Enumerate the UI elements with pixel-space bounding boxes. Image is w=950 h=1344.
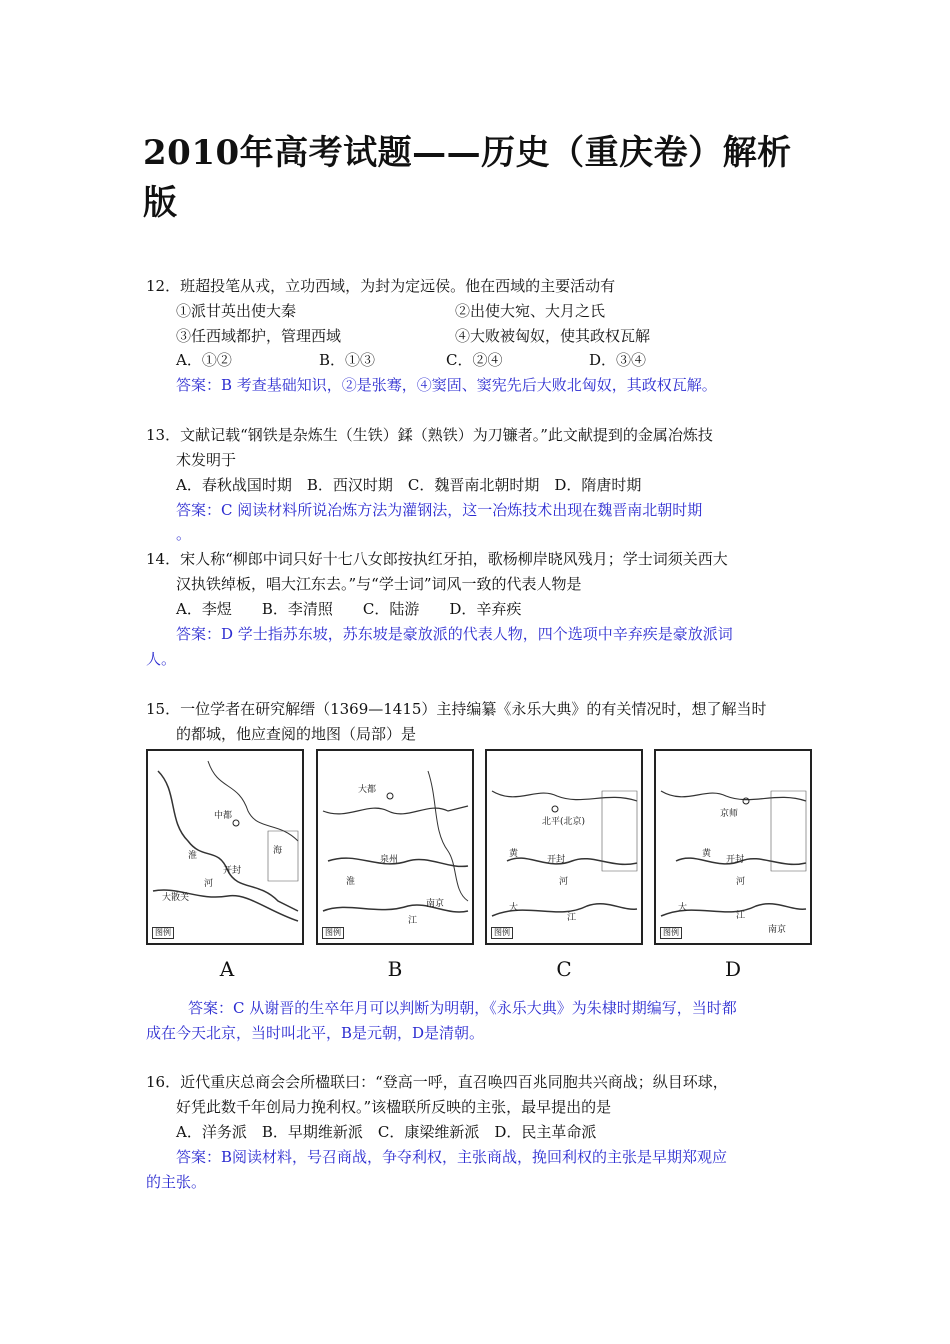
map-b-label-3: 江 <box>408 916 418 926</box>
q14-stem-line-1: 14．宋人称“柳郎中词只好十七八女郎按执红牙拍，歌杨柳岸晓风残月；学士词须关西大 <box>146 550 728 568</box>
map-a-label-2: 大散关 <box>162 893 190 903</box>
q16-options: A．洋务派 B．早期维新派 C．康梁维新派 D．民主革命派 <box>176 1123 597 1141</box>
map-c-drawing <box>487 751 643 945</box>
q14-stem-line-2: 汉执铁绰板，唱大江东去。”与“学士词”词风一致的代表人物是 <box>176 575 582 593</box>
map-c-capital: 北平(北京) <box>542 817 586 827</box>
map-a-label-4: 河 <box>204 879 214 889</box>
q12-option-d: D．③④ <box>589 351 647 369</box>
map-a-capital: 中都 <box>214 811 233 821</box>
q13-answer-end: 。 <box>176 525 192 543</box>
q12-stem: 12．班超投笔从戎，立功西域，为封为定远侯。他在西域的主要活动有 <box>146 277 616 295</box>
q12-item-4: ④大败被匈奴，使其政权瓦解 <box>455 327 651 345</box>
map-b-label-1: 泉州 <box>380 855 399 865</box>
q13-options: A．春秋战国时期 B．西汉时期 C．魏晋南北朝时期 D．隋唐时期 <box>176 476 642 494</box>
q13-stem-line-2: 术发明于 <box>176 451 237 469</box>
q14-answer-line-1: 答案：D 学士指苏东坡，苏东坡是豪放派的代表人物，四个选项中辛弃疾是豪放派词 <box>176 625 733 643</box>
q15-stem-line-2: 的都城，他应查阅的地图（局部）是 <box>176 725 417 743</box>
map-c-label-1: 黄 <box>509 849 519 859</box>
title-line-1: 2010年高考试题——历史（重庆卷）解析 <box>143 133 792 173</box>
q14-answer-line-2: 人。 <box>146 650 177 668</box>
q16-stem-line-1: 16．近代重庆总商会会所楹联曰：“登高一呼，直召唤四百兆同胞共兴商战；纵目环球， <box>146 1073 728 1091</box>
map-a <box>146 749 304 945</box>
q12-item-3: ③任西域都护，管理西域 <box>176 327 342 345</box>
map-b-label-2: 南京 <box>426 899 445 909</box>
map-c-label-2: 开封 <box>547 855 566 865</box>
map-b-label-4: 淮 <box>346 877 356 887</box>
q13-stem-line-1: 13．文献记载“钢铁是杂炼生（生铁）鍒（熟铁）为刀镰者。”此文献提到的金属冶炼技 <box>146 426 713 444</box>
map-d-label-3: 河 <box>736 877 746 887</box>
map-b-letter: B <box>387 957 403 981</box>
map-a-label-5: 海 <box>273 846 283 856</box>
q12-option-c: C．②④ <box>446 351 503 369</box>
map-d-label-2: 开封 <box>726 855 745 865</box>
map-c-letter: C <box>556 957 572 981</box>
map-c <box>485 749 643 945</box>
map-a-letter: A <box>219 957 235 981</box>
q14-options: A．李煜 B．李清照 C．陆游 D．辛弃疾 <box>176 600 522 618</box>
map-a-label-1: 开封 <box>223 866 242 876</box>
map-d-letter: D <box>724 957 742 981</box>
map-b-capital: 大都 <box>358 785 377 795</box>
map-d-label-1: 黄 <box>702 849 712 859</box>
map-c-label-3: 河 <box>559 877 569 887</box>
map-d-legend: 图例 <box>660 927 682 939</box>
map-b-legend: 图例 <box>322 927 344 939</box>
map-c-label-5: 江 <box>567 913 577 923</box>
q15-map-options <box>146 749 814 981</box>
map-c-legend: 图例 <box>491 927 513 939</box>
map-d <box>654 749 812 945</box>
map-b-drawing <box>318 751 474 945</box>
q12-item-1: ①派甘英出使大秦 <box>176 302 297 320</box>
q15-answer-line-1: 答案：C 从谢晋的生卒年月可以判断为明朝，《永乐大典》为朱棣时期编写，当时都 <box>188 999 737 1017</box>
map-d-label-4: 大 <box>678 903 688 913</box>
q12-option-a: A．①② <box>176 351 232 369</box>
q12-answer: 答案：B 考查基础知识，②是张骞，④窦固、窦宪先后大败北匈奴，其政权瓦解。 <box>176 376 717 394</box>
q12-option-b: B．①③ <box>319 351 376 369</box>
q16-stem-line-2: 好凭此数千年创局力挽利权。”该楹联所反映的主张，最早提出的是 <box>176 1098 612 1116</box>
q15-answer-line-2: 成在今天北京，当时叫北平，B是元朝，D是清朝。 <box>146 1024 485 1042</box>
q12-item-2: ②出使大宛、大月之氏 <box>455 302 606 320</box>
q16-answer-line-2: 的主张。 <box>146 1173 207 1191</box>
map-d-capital: 京师 <box>720 809 739 819</box>
map-d-drawing <box>656 751 812 945</box>
q16-answer-line-1: 答案：B阅读材料，号召商战，争夺利权，主张商战，挽回利权的主张是早期郑观应 <box>176 1148 728 1166</box>
map-a-label-3: 淮 <box>188 851 198 861</box>
map-d-label-5: 江 <box>736 911 746 921</box>
map-c-label-4: 大 <box>509 903 519 913</box>
q15-stem-line-1: 15．一位学者在研究解缙（1369—1415）主持编纂《永乐大典》的有关情况时，想了解当时 <box>146 700 767 718</box>
title-line-2: 版 <box>143 183 178 223</box>
map-a-legend: 图例 <box>152 927 174 939</box>
document-title <box>143 128 823 228</box>
map-d-label-6: 南京 <box>768 925 787 935</box>
map-b <box>316 749 474 945</box>
q13-answer: 答案：C 阅读材料所说冶炼方法为灌钢法，这一冶炼技术出现在魏晋南北朝时期 <box>176 501 703 519</box>
